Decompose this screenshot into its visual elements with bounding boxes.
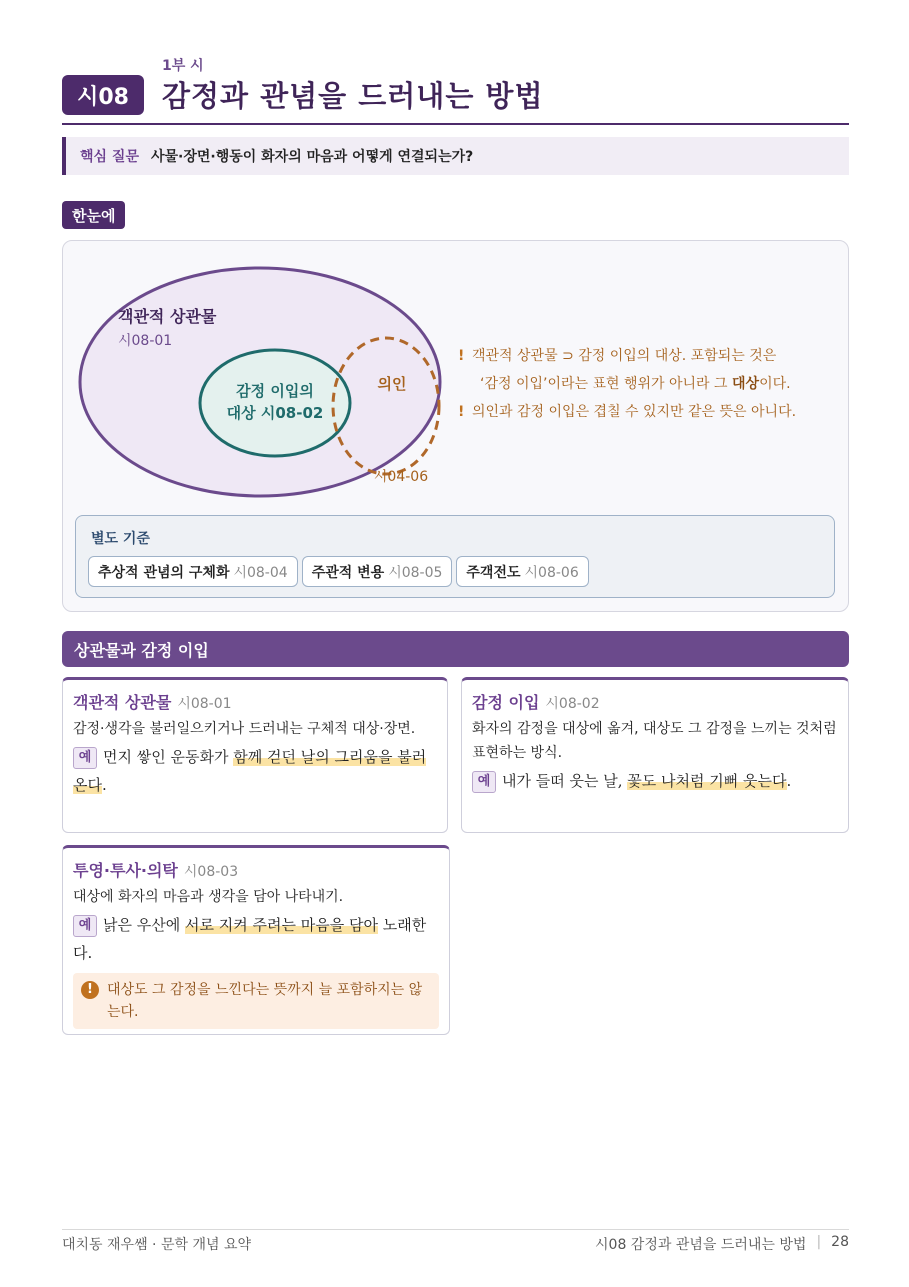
criteria-chip — [456, 556, 588, 587]
chip-name: 주객전도 — [466, 564, 521, 581]
example-text: 낡은 우산에 — [103, 916, 185, 934]
chip-name: 주관적 변용 — [311, 564, 385, 581]
example-line — [73, 743, 437, 799]
key-question-box — [62, 137, 849, 175]
diagram-notes — [458, 342, 838, 426]
footer-divider — [62, 1229, 849, 1230]
example-line — [472, 767, 838, 795]
note-item — [458, 398, 838, 426]
criteria-chip — [88, 556, 298, 587]
example-highlight: 서로 지켜 주려는 마음을 담아 — [185, 916, 378, 934]
key-question-text: 사물·장면·행동이 화자의 마음과 어떻게 연결되는가? — [150, 149, 474, 165]
card-title: 객관적 상관물 — [73, 693, 172, 712]
footer-separator: | — [816, 1234, 822, 1250]
caution-note — [73, 973, 439, 1029]
card-header — [73, 858, 439, 881]
example-highlight: 함께 걷던 날의 그리움을 불러온다 — [73, 748, 427, 794]
outer-code: 시08-01 — [118, 333, 173, 349]
card-description: 화자의 감정을 대상에 옮겨, 대상도 그 감정을 느끼는 것처럼 표현하는 방식. — [472, 721, 837, 761]
empathy-object-ellipse — [200, 350, 350, 456]
note-line — [472, 370, 791, 398]
chip-code: 시08-06 — [524, 564, 579, 581]
criteria-chip — [302, 556, 453, 587]
footer-book-title: 대치동 재우쌤 · 문학 개념 요약 — [62, 1237, 251, 1253]
chip-code: 시08-05 — [388, 564, 443, 581]
card-code: 시08-02 — [545, 696, 600, 712]
part-label: 1부 시 — [162, 58, 204, 74]
exclamation-icon: ! — [458, 348, 465, 364]
section-header: 상관물과 감정 이입 — [62, 631, 849, 667]
note-item — [458, 342, 838, 398]
caution-text: 대상도 그 감정을 느낀다는 뜻까지 늘 포함하지는 않는다. — [107, 982, 423, 1020]
inner-label-line2: 대상 시08-02 — [226, 404, 324, 422]
example-tag: 예 — [73, 747, 97, 769]
card-code: 시08-01 — [177, 696, 232, 712]
footer-right — [595, 1234, 849, 1254]
note-emphasis: 대상 — [732, 376, 760, 392]
dashed-code: 시04-06 — [373, 469, 429, 485]
card-code: 시08-03 — [183, 864, 239, 880]
example-text: 내가 들떠 웃는 날, — [502, 772, 628, 790]
glance-tag: 한눈에 — [62, 201, 125, 229]
chapter-code-badge: 시08 — [62, 75, 144, 115]
note-text: ‘감정 이입’이라는 표현 행위가 아니라 그 — [480, 376, 732, 392]
note-text: 이다. — [759, 376, 791, 392]
glance-panel — [62, 240, 849, 612]
example-highlight: 꽃도 나처럼 기뻐 웃는다 — [627, 772, 787, 790]
chip-code: 시08-04 — [233, 564, 288, 581]
chip-name: 추상적 관념의 구체화 — [98, 564, 230, 581]
note-line: 객관적 상관물 ⊃ 감정 이입의 대상. 포함되는 것은 — [472, 348, 777, 364]
card-title: 투영·투사·의탁 — [73, 861, 178, 880]
footer-chapter: 시08 감정과 관념을 드러내는 방법 — [595, 1237, 807, 1253]
example-text: . — [786, 772, 792, 790]
example-tag: 예 — [73, 915, 97, 937]
card-header — [472, 690, 838, 713]
card-description: 감정·생각을 불러일으키거나 드러내는 구체적 대상·장면. — [73, 721, 416, 737]
card-description: 대상에 화자의 마음과 생각을 담아 나타내기. — [73, 889, 344, 905]
page-title: 감정과 관념을 드러내는 방법 — [162, 79, 544, 113]
example-text: 노래한다. — [73, 916, 427, 962]
concept-card — [62, 845, 450, 1035]
card-header — [73, 690, 437, 713]
card-title: 감정 이입 — [472, 693, 540, 712]
note-line: 의인과 감정 이입은 겹칠 수 있지만 같은 뜻은 아니다. — [472, 404, 797, 420]
criteria-chips — [88, 556, 589, 587]
outer-label: 객관적 상관물 — [118, 307, 217, 326]
example-line — [73, 911, 439, 967]
concept-card — [62, 677, 448, 833]
example-text: 먼지 쌓인 운동화가 — [103, 748, 234, 766]
dashed-label: 의인 — [377, 375, 407, 393]
example-tag: 예 — [472, 771, 496, 793]
separate-criteria-box — [75, 515, 835, 598]
concept-card — [461, 677, 849, 833]
warning-icon: ! — [81, 981, 99, 999]
criteria-title: 별도 기준 — [91, 531, 150, 547]
inner-label-line1: 감정 이입의 — [236, 382, 314, 400]
title-divider — [62, 123, 849, 125]
example-text: . — [101, 776, 107, 794]
page-number: 28 — [831, 1234, 849, 1250]
key-question-label: 핵심 질문 — [80, 149, 139, 165]
exclamation-icon: ! — [458, 404, 465, 420]
